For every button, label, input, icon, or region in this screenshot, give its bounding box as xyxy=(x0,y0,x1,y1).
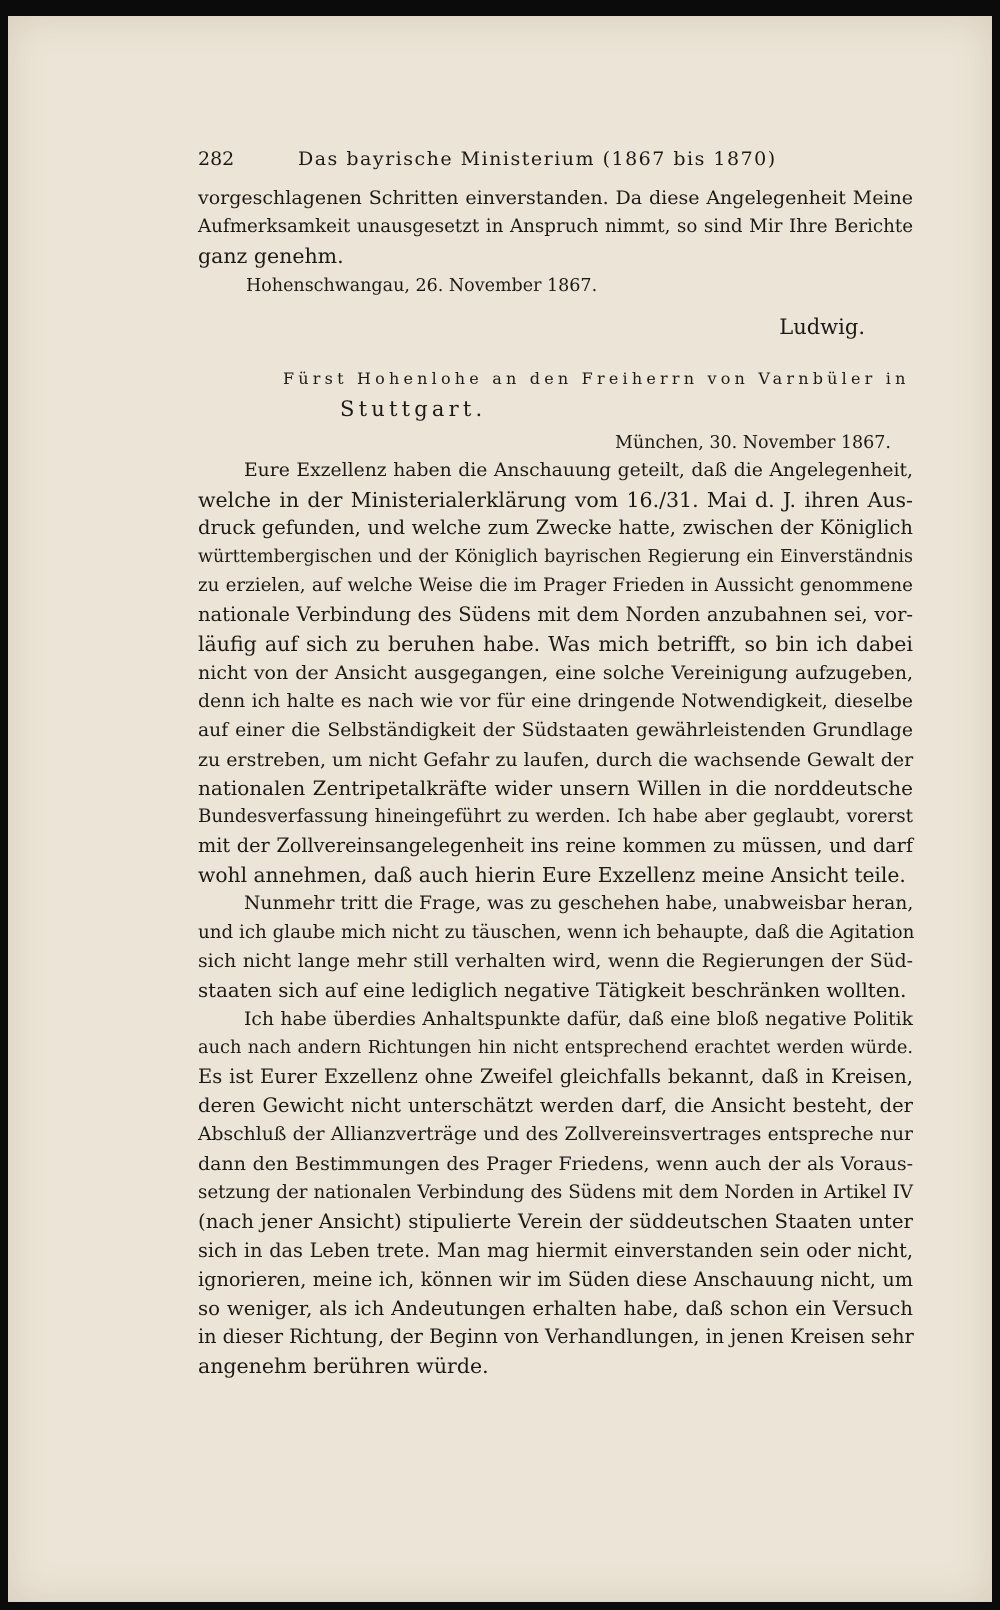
paragraph-1 xyxy=(198,457,913,890)
text-line: in dieser Richtung, der Beginn von Verhandlungen, in jenen Kreisen sehr xyxy=(198,1325,914,1349)
text-line: nationalen Zentripetalkräfte wider unsern Willen in die norddeutsche xyxy=(198,776,913,801)
letter-dateline: München, 30. November 1867. xyxy=(615,432,891,453)
text-line: so weniger, als ich Andeutungen erhalten habe, daß schon ein Versuch xyxy=(198,1296,913,1320)
paragraph-2 xyxy=(198,890,913,1006)
text-line: auf einer die Selbständigkeit der Südstaaten gewährleistenden Grundlage xyxy=(198,719,913,741)
text-line: vorgeschlagenen Schritten einverstanden. Da diese Angelegenheit Meine xyxy=(198,187,913,209)
signature: Ludwig. xyxy=(779,314,865,339)
text-line: mit der Zollvereinsangelegenheit ins reine kommen zu müssen, und darf xyxy=(198,834,913,858)
text-line: auch nach andern Richtungen hin nicht entsprechend erachtet werden würde. xyxy=(198,1038,913,1059)
paragraph-3 xyxy=(198,1006,913,1382)
text-line: Nunmehr tritt die Frage, was zu geschehen habe, unabweisbar heran, xyxy=(244,893,914,915)
text-line: (nach jener Ansicht) stipulierte Verein der süddeutschen Staaten unter xyxy=(198,1209,913,1233)
text-line: sich nicht lange mehr still verhalten wird, wenn die Regierungen der Süd- xyxy=(198,950,913,972)
text-line: Aufmerksamkeit unausgesetzt in Anspruch nimmt, so sind Mir Ihre Berichte xyxy=(198,215,913,237)
page-number: 282 xyxy=(198,148,235,170)
opening-text xyxy=(198,184,913,271)
text-line: Ich habe überdies Anhaltspunkte dafür, daß eine bloß negative Politik xyxy=(244,1008,913,1030)
text-line: ignorieren, meine ich, können wir im Süden diese Anschauung nicht, um xyxy=(198,1267,913,1291)
running-head xyxy=(198,148,913,170)
place-date: Hohenschwangau, 26. November 1867. xyxy=(246,275,598,296)
text-line: denn ich halte es nach wie vor für eine dringende Notwendigkeit, dieselbe xyxy=(198,690,913,712)
text-line: Bundesverfassung hineingeführt zu werden. Ich habe aber geglaubt, vorerst xyxy=(198,806,913,828)
running-title: Das bayrische Ministerium (1867 bis 1870) xyxy=(298,148,777,170)
text-line: zu erzielen, auf welche Weise die im Prager Frieden in Aussicht genommene xyxy=(198,575,913,597)
text-line: läufig auf sich zu beruhen habe. Was mich betrifft, so bin ich dabei xyxy=(198,632,913,657)
text-line: zu erstreben, um nicht Gefahr zu laufen, durch die wachsende Gewalt der xyxy=(198,748,914,771)
text-line: welche in der Ministerialerklärung vom 16./31. Mai d. J. ihren Aus- xyxy=(198,487,913,512)
text-line: sich in das Leben trete. Man mag hiermit einverstanden sein oder nicht, xyxy=(198,1238,913,1262)
text-line: ganz genehm. xyxy=(198,243,344,268)
letter-heading: Fürst Hohenlohe an den Freiherrn von Varnbüler in xyxy=(283,368,910,388)
text-line: und ich glaube mich nicht zu täuschen, wenn ich behaupte, daß die Agitation xyxy=(198,921,915,943)
text-line: staaten sich auf eine lediglich negative Tätigkeit beschränken wollten. xyxy=(198,978,907,1002)
text-line: Abschluß der Allianzverträge und des Zollvereinsvertrages entspreche nur xyxy=(198,1124,913,1146)
text-line: Es ist Eurer Exzellenz ohne Zweifel gleichfalls bekannt, daß in Kreisen, xyxy=(198,1065,913,1089)
letter-heading-continued: Stuttgart. xyxy=(340,396,487,421)
text-line: württembergischen und der Königlich bayrischen Regierung ein Einverständnis xyxy=(198,547,913,568)
text-line: deren Gewicht nicht unterschätzt werden darf, die Ansicht besteht, der xyxy=(198,1094,913,1118)
book-page xyxy=(8,16,992,1602)
text-line: angenehm berühren würde. xyxy=(198,1354,489,1379)
text-line: setzung der nationalen Verbindung des Südens mit dem Norden in Artikel IV xyxy=(198,1181,913,1203)
text-line: dann den Bestimmungen des Prager Friedens, wenn auch der als Voraus- xyxy=(198,1153,913,1176)
text-line: wohl annehmen, daß auch hierin Eure Exzellenz meine Ansicht teile. xyxy=(198,863,906,888)
text-line: nicht von der Ansicht ausgegangen, eine solche Vereinigung aufzugeben, xyxy=(198,661,913,684)
page-content xyxy=(198,148,913,1381)
text-line: druck gefunden, und welche zum Zwecke hatte, zwischen der Königlich xyxy=(198,516,913,540)
text-line: Eure Exzellenz haben die Anschauung geteilt, daß die Angelegenheit, xyxy=(244,459,913,481)
text-line: nationale Verbindung des Südens mit dem Norden anzubahnen sei, vor- xyxy=(198,603,913,627)
